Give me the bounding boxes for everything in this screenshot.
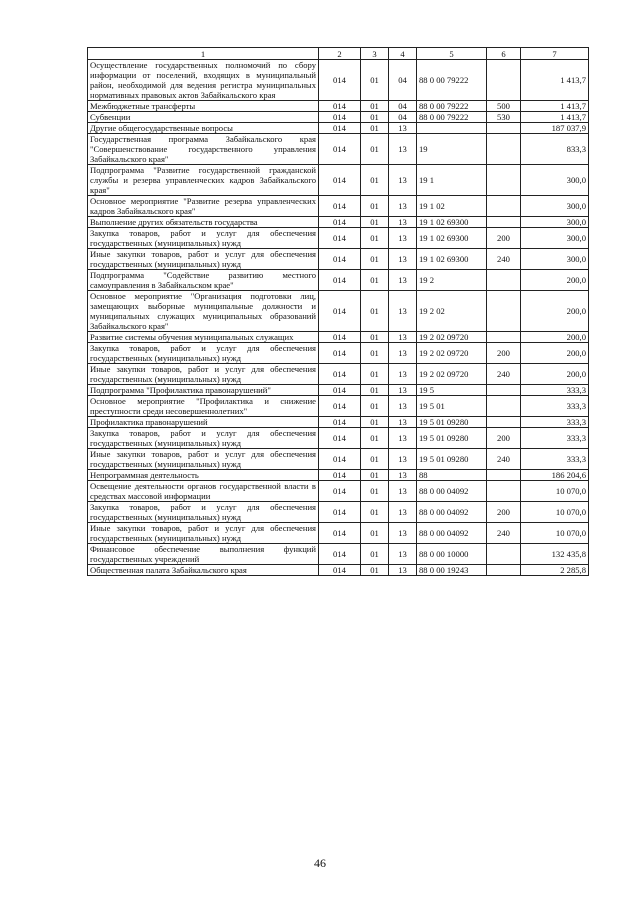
row-expense-type-cell: [487, 385, 521, 396]
row-name-cell: Иные закупки товаров, работ и услуг для обеспечения государственных (муниципальных) нужд: [88, 449, 319, 470]
table-row: [88, 112, 589, 123]
row-subsection-cell: 13: [389, 134, 417, 165]
row-ministry-cell: 014: [319, 165, 361, 196]
row-section-cell: 01: [361, 470, 389, 481]
row-expense-type-cell: [487, 165, 521, 196]
row-sum-cell: 333,3: [521, 449, 589, 470]
row-subsection-cell: 13: [389, 502, 417, 523]
table-row: [88, 364, 589, 385]
row-expense-type-cell: 240: [487, 523, 521, 544]
row-section-cell: 01: [361, 343, 389, 364]
row-target-cell: 19 2 02: [417, 291, 487, 332]
row-sum-cell: 300,0: [521, 217, 589, 228]
table-row: [88, 332, 589, 343]
row-ministry-cell: 014: [319, 112, 361, 123]
row-expense-type-cell: [487, 470, 521, 481]
row-subsection-cell: 13: [389, 332, 417, 343]
table-row: [88, 481, 589, 502]
row-name-cell: Закупка товаров, работ и услуг для обеспечения государственных (муниципальных) нужд: [88, 343, 319, 364]
row-ministry-cell: 014: [319, 481, 361, 502]
row-sum-cell: 132 435,8: [521, 544, 589, 565]
row-name-cell: Иные закупки товаров, работ и услуг для обеспечения государственных (муниципальных) нужд: [88, 364, 319, 385]
row-name-cell: Иные закупки товаров, работ и услуг для обеспечения государственных (муниципальных) нужд: [88, 523, 319, 544]
row-name-cell: Непрограммная деятельность: [88, 470, 319, 481]
row-ministry-cell: 014: [319, 291, 361, 332]
row-section-cell: 01: [361, 428, 389, 449]
row-subsection-cell: 04: [389, 112, 417, 123]
row-subsection-cell: 13: [389, 165, 417, 196]
row-target-cell: 19 5 01 09280: [417, 417, 487, 428]
row-name-cell: Финансовое обеспечение выполнения функций государственных учреждений: [88, 544, 319, 565]
row-name-cell: Другие общегосударственные вопросы: [88, 123, 319, 134]
row-expense-type-cell: [487, 291, 521, 332]
row-sum-cell: 186 204,6: [521, 470, 589, 481]
row-name-cell: Профилактика правонарушений: [88, 417, 319, 428]
row-subsection-cell: 13: [389, 343, 417, 364]
row-ministry-cell: 014: [319, 449, 361, 470]
row-ministry-cell: 014: [319, 544, 361, 565]
row-subsection-cell: 13: [389, 249, 417, 270]
row-subsection-cell: 13: [389, 228, 417, 249]
row-ministry-cell: 014: [319, 270, 361, 291]
header-cell-subsection: 4: [389, 48, 417, 60]
row-sum-cell: 200,0: [521, 332, 589, 343]
row-ministry-cell: 014: [319, 385, 361, 396]
row-ministry-cell: 014: [319, 523, 361, 544]
row-section-cell: 01: [361, 228, 389, 249]
row-section-cell: 01: [361, 134, 389, 165]
row-sum-cell: 1 413,7: [521, 60, 589, 101]
row-target-cell: 88 0 00 79222: [417, 112, 487, 123]
header-cell-sum: 7: [521, 48, 589, 60]
row-expense-type-cell: [487, 196, 521, 217]
row-ministry-cell: 014: [319, 60, 361, 101]
row-subsection-cell: 13: [389, 396, 417, 417]
row-target-cell: 19 5 01 09280: [417, 449, 487, 470]
table-row: [88, 101, 589, 112]
row-expense-type-cell: 500: [487, 101, 521, 112]
row-ministry-cell: 014: [319, 217, 361, 228]
table-row: [88, 217, 589, 228]
row-ministry-cell: 014: [319, 565, 361, 576]
row-subsection-cell: 13: [389, 217, 417, 228]
row-target-cell: 19 1 02: [417, 196, 487, 217]
row-name-cell: Государственная программа Забайкальского края "Совершенствование государственного управления Забайкальского края": [88, 134, 319, 165]
row-sum-cell: 1 413,7: [521, 101, 589, 112]
table-row: [88, 291, 589, 332]
row-sum-cell: 333,3: [521, 385, 589, 396]
table-row: [88, 470, 589, 481]
row-sum-cell: 300,0: [521, 165, 589, 196]
row-subsection-cell: 13: [389, 470, 417, 481]
row-target-cell: 19 5: [417, 385, 487, 396]
row-sum-cell: 333,3: [521, 417, 589, 428]
row-name-cell: Основное мероприятие "Организация подготовки лиц, замещающих выборные муниципальные должности и муниципальных служащих муниципальных образований Забайкальского края": [88, 291, 319, 332]
row-expense-type-cell: [487, 417, 521, 428]
table-row: [88, 544, 589, 565]
row-ministry-cell: 014: [319, 396, 361, 417]
row-name-cell: Осуществление государственных полномочий по сбору информации от поселений, входящих в муниципальный район, необходимой для ведения регистра муниципальных нормативных правовых актов Забайкальского края: [88, 60, 319, 101]
row-ministry-cell: 014: [319, 196, 361, 217]
row-target-cell: 19 1 02 69300: [417, 249, 487, 270]
row-section-cell: 01: [361, 112, 389, 123]
row-subsection-cell: 13: [389, 364, 417, 385]
row-expense-type-cell: [487, 134, 521, 165]
row-section-cell: 01: [361, 123, 389, 134]
table-row: [88, 165, 589, 196]
row-sum-cell: 300,0: [521, 196, 589, 217]
row-section-cell: 01: [361, 217, 389, 228]
row-section-cell: 01: [361, 417, 389, 428]
row-target-cell: 19 1: [417, 165, 487, 196]
row-expense-type-cell: [487, 123, 521, 134]
row-expense-type-cell: [487, 396, 521, 417]
row-expense-type-cell: 200: [487, 502, 521, 523]
row-expense-type-cell: [487, 270, 521, 291]
row-name-cell: Развитие системы обучения муниципальных служащих: [88, 332, 319, 343]
row-expense-type-cell: 200: [487, 343, 521, 364]
row-ministry-cell: 014: [319, 364, 361, 385]
row-expense-type-cell: [487, 332, 521, 343]
row-target-cell: 19 1 02 69300: [417, 228, 487, 249]
row-subsection-cell: 13: [389, 270, 417, 291]
row-expense-type-cell: [487, 544, 521, 565]
row-sum-cell: 300,0: [521, 228, 589, 249]
row-section-cell: 01: [361, 523, 389, 544]
table-row: [88, 417, 589, 428]
row-target-cell: 88 0 00 04092: [417, 523, 487, 544]
row-expense-type-cell: [487, 481, 521, 502]
row-expense-type-cell: 240: [487, 249, 521, 270]
row-target-cell: [417, 123, 487, 134]
budget-table-body: [88, 48, 589, 576]
row-section-cell: 01: [361, 396, 389, 417]
table-row: [88, 60, 589, 101]
row-section-cell: 01: [361, 565, 389, 576]
row-section-cell: 01: [361, 449, 389, 470]
row-sum-cell: 200,0: [521, 364, 589, 385]
row-name-cell: Общественная палата Забайкальского края: [88, 565, 319, 576]
page-number: 46: [314, 856, 326, 870]
row-sum-cell: 833,3: [521, 134, 589, 165]
header-cell-name: 1: [88, 48, 319, 60]
row-ministry-cell: 014: [319, 101, 361, 112]
row-target-cell: 19 5 01: [417, 396, 487, 417]
table-header-row: [88, 48, 589, 60]
row-subsection-cell: 13: [389, 565, 417, 576]
row-sum-cell: 200,0: [521, 270, 589, 291]
row-subsection-cell: 13: [389, 417, 417, 428]
row-expense-type-cell: 200: [487, 228, 521, 249]
budget-table: [87, 47, 589, 576]
row-name-cell: Субвенции: [88, 112, 319, 123]
row-subsection-cell: 13: [389, 481, 417, 502]
row-ministry-cell: 014: [319, 343, 361, 364]
row-section-cell: 01: [361, 291, 389, 332]
row-section-cell: 01: [361, 196, 389, 217]
row-name-cell: Закупка товаров, работ и услуг для обеспечения государственных (муниципальных) нужд: [88, 502, 319, 523]
row-target-cell: 88: [417, 470, 487, 481]
row-sum-cell: 333,3: [521, 396, 589, 417]
row-target-cell: 19 2 02 09720: [417, 343, 487, 364]
header-cell-expense-type: 6: [487, 48, 521, 60]
row-sum-cell: 10 070,0: [521, 523, 589, 544]
row-section-cell: 01: [361, 60, 389, 101]
row-expense-type-cell: 200: [487, 428, 521, 449]
row-target-cell: 19 2 02 09720: [417, 364, 487, 385]
row-target-cell: 88 0 00 04092: [417, 481, 487, 502]
table-row: [88, 123, 589, 134]
row-section-cell: 01: [361, 332, 389, 343]
row-ministry-cell: 014: [319, 417, 361, 428]
row-section-cell: 01: [361, 270, 389, 291]
row-expense-type-cell: [487, 217, 521, 228]
row-target-cell: 88 0 00 79222: [417, 60, 487, 101]
row-expense-type-cell: [487, 60, 521, 101]
row-subsection-cell: 13: [389, 449, 417, 470]
row-expense-type-cell: 530: [487, 112, 521, 123]
row-ministry-cell: 014: [319, 249, 361, 270]
row-ministry-cell: 014: [319, 502, 361, 523]
table-row: [88, 196, 589, 217]
table-row: [88, 249, 589, 270]
row-subsection-cell: 13: [389, 123, 417, 134]
row-target-cell: 88 0 00 10000: [417, 544, 487, 565]
row-section-cell: 01: [361, 385, 389, 396]
row-name-cell: Иные закупки товаров, работ и услуг для обеспечения государственных (муниципальных) нужд: [88, 249, 319, 270]
table-row: [88, 228, 589, 249]
row-section-cell: 01: [361, 502, 389, 523]
row-section-cell: 01: [361, 101, 389, 112]
row-section-cell: 01: [361, 249, 389, 270]
row-ministry-cell: 014: [319, 228, 361, 249]
row-target-cell: 19 2 02 09720: [417, 332, 487, 343]
row-name-cell: Подпрограмма "Развитие государственной гражданской службы и резерва управленческих кадров Забайкальского края": [88, 165, 319, 196]
row-subsection-cell: 13: [389, 291, 417, 332]
table-row: [88, 449, 589, 470]
row-ministry-cell: 014: [319, 123, 361, 134]
table-row: [88, 502, 589, 523]
row-section-cell: 01: [361, 544, 389, 565]
row-target-cell: 19 1 02 69300: [417, 217, 487, 228]
row-sum-cell: 1 413,7: [521, 112, 589, 123]
row-sum-cell: 200,0: [521, 343, 589, 364]
row-ministry-cell: 014: [319, 428, 361, 449]
table-row: [88, 385, 589, 396]
row-target-cell: 19 5 01 09280: [417, 428, 487, 449]
row-section-cell: 01: [361, 364, 389, 385]
row-expense-type-cell: 240: [487, 364, 521, 385]
row-name-cell: Освещение деятельности органов государственной власти в средствах массовой информации: [88, 481, 319, 502]
row-name-cell: Основное мероприятие "Развитие резерва управленческих кадров Забайкальского края": [88, 196, 319, 217]
row-name-cell: Подпрограмма "Содействие развитию местного самоуправления в Забайкальском крае": [88, 270, 319, 291]
table-row: [88, 565, 589, 576]
row-subsection-cell: 04: [389, 60, 417, 101]
row-sum-cell: 300,0: [521, 249, 589, 270]
row-name-cell: Закупка товаров, работ и услуг для обеспечения государственных (муниципальных) нужд: [88, 228, 319, 249]
row-expense-type-cell: [487, 565, 521, 576]
row-sum-cell: 10 070,0: [521, 502, 589, 523]
row-ministry-cell: 014: [319, 470, 361, 481]
row-subsection-cell: 13: [389, 523, 417, 544]
row-section-cell: 01: [361, 165, 389, 196]
row-sum-cell: 200,0: [521, 291, 589, 332]
row-expense-type-cell: 240: [487, 449, 521, 470]
row-target-cell: 19: [417, 134, 487, 165]
row-subsection-cell: 04: [389, 101, 417, 112]
row-ministry-cell: 014: [319, 134, 361, 165]
row-name-cell: Основное мероприятие "Профилактика и снижение преступности среди несовершеннолетних": [88, 396, 319, 417]
table-row: [88, 270, 589, 291]
row-ministry-cell: 014: [319, 332, 361, 343]
row-subsection-cell: 13: [389, 196, 417, 217]
row-sum-cell: 10 070,0: [521, 481, 589, 502]
row-name-cell: Закупка товаров, работ и услуг для обеспечения государственных (муниципальных) нужд: [88, 428, 319, 449]
row-target-cell: 88 0 00 04092: [417, 502, 487, 523]
header-cell-section: 3: [361, 48, 389, 60]
header-cell-target: 5: [417, 48, 487, 60]
row-sum-cell: 333,3: [521, 428, 589, 449]
table-row: [88, 523, 589, 544]
row-target-cell: 88 0 00 79222: [417, 101, 487, 112]
row-target-cell: 88 0 00 19243: [417, 565, 487, 576]
row-subsection-cell: 13: [389, 385, 417, 396]
row-sum-cell: 187 037,9: [521, 123, 589, 134]
row-name-cell: Подпрограмма "Профилактика правонарушений": [88, 385, 319, 396]
table-row: [88, 396, 589, 417]
row-target-cell: 19 2: [417, 270, 487, 291]
table-row: [88, 134, 589, 165]
row-name-cell: Межбюджетные трансферты: [88, 101, 319, 112]
row-name-cell: Выполнение других обязательств государства: [88, 217, 319, 228]
row-section-cell: 01: [361, 481, 389, 502]
row-sum-cell: 2 285,8: [521, 565, 589, 576]
table-row: [88, 428, 589, 449]
table-row: [88, 343, 589, 364]
header-cell-ministry: 2: [319, 48, 361, 60]
row-subsection-cell: 13: [389, 428, 417, 449]
row-subsection-cell: 13: [389, 544, 417, 565]
